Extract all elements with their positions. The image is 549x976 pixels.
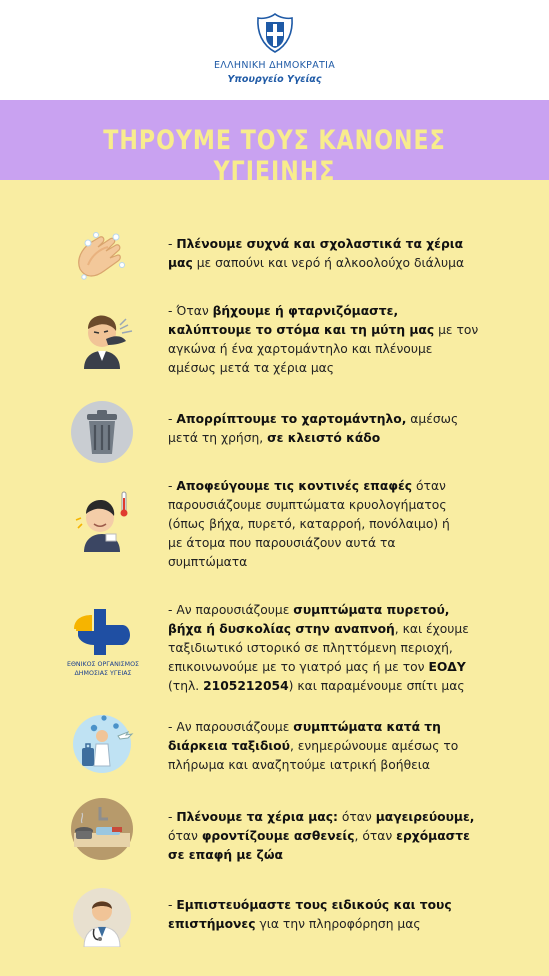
rule-text-line bbox=[168, 639, 508, 658]
rule-text-regular: αμέσως μετά τα χέρια μας bbox=[168, 361, 334, 375]
rule-text-bold: φροντίζουμε ασθενείς bbox=[201, 829, 355, 843]
rule-text-line bbox=[168, 737, 508, 756]
rule-text bbox=[168, 410, 508, 448]
rule-text-bold: καλύπτουμε το στόμα και τη μύτη μας bbox=[168, 323, 435, 337]
rule-text bbox=[168, 718, 508, 775]
rule-text-line bbox=[168, 477, 508, 496]
rule-text-line bbox=[168, 515, 508, 534]
rule-text-regular: αμέσως bbox=[406, 412, 459, 426]
eody-logo-text bbox=[62, 660, 144, 678]
rule-text bbox=[168, 302, 508, 378]
rule-text-regular: - bbox=[168, 898, 177, 912]
rule-text-bold: συμπτώματα κατά τη bbox=[293, 720, 441, 734]
rule-text-bold: Εμπιστευόμαστε τους ειδικούς και τους bbox=[176, 898, 452, 912]
rule-text-regular: παρουσιάζουμε συμπτώματα κρυολογήματος bbox=[168, 498, 447, 512]
rule-text-line bbox=[168, 534, 508, 553]
rule-text-line bbox=[168, 846, 508, 865]
rule-text-regular: ) και παραμένουμε σπίτι μας bbox=[288, 679, 465, 693]
rule-text-regular: - Αν παρουσιάζουμε bbox=[168, 603, 294, 617]
rule-text-bold: βήχουμε ή φταρνιζόμαστε, bbox=[212, 304, 399, 318]
rule-text-bold: 2105212054 bbox=[203, 679, 289, 693]
eody-logo-line: ΕΘΝΙΚΟΣ ΟΡΓΑΝΙΣΜΟΣ bbox=[66, 661, 140, 668]
rule-text-bold: μαγειρεύουμε, bbox=[375, 810, 475, 824]
rule-text-line bbox=[168, 429, 508, 448]
rule-text-regular: , όταν bbox=[354, 829, 397, 843]
rule-text-line bbox=[168, 677, 508, 696]
header-ministry-line1: ΕΛΛΗΝΙΚΗ ΔΗΜΟΚΡΑΤΙΑ bbox=[213, 60, 336, 71]
rule-text-regular: με άτομα που παρουσιάζουν αυτά τα bbox=[168, 536, 396, 550]
rule-text bbox=[168, 896, 508, 934]
rule-text-line bbox=[168, 658, 508, 677]
rule-text-line bbox=[168, 553, 508, 572]
rule-text-regular: - bbox=[168, 810, 177, 824]
rule-text-line bbox=[168, 915, 508, 934]
rule-text-bold: σε κλειστό κάδο bbox=[267, 431, 381, 445]
rule-text-regular: - bbox=[168, 412, 177, 426]
rule-text-line bbox=[168, 359, 508, 378]
rule-text-regular: συμπτώματα bbox=[168, 555, 248, 569]
rule-text-bold: Πλένουμε τα χέρια μας: bbox=[176, 810, 338, 824]
rule-text-regular: - bbox=[168, 237, 177, 251]
kitchen-sink-icon bbox=[70, 797, 134, 861]
rule-text-bold: Απορρίπτουμε το χαρτομάντηλο, bbox=[176, 412, 407, 426]
rule-text-regular: με τον bbox=[434, 323, 479, 337]
rule-text-bold: επιστήμονες bbox=[168, 917, 256, 931]
rule-text-regular: όταν bbox=[337, 810, 376, 824]
rule-text-line bbox=[168, 808, 508, 827]
header-ministry-line2: Υπουργείο Υγείας bbox=[227, 74, 322, 85]
rule-text-regular: αγκώνα ή ένα χαρτομάντηλο και πλένουμε bbox=[168, 342, 433, 356]
rule-text-regular: (όπως βήχα, πυρετό, καταρροή, πονόλαιμο) ή bbox=[168, 517, 450, 531]
greek-coat-of-arms-icon bbox=[254, 12, 296, 54]
rule-text-bold: μας bbox=[168, 256, 193, 270]
eody-logo-line: ΔΗΜΟΣΙΑΣ ΥΓΕΙΑΣ bbox=[74, 670, 132, 677]
rule-text-regular: για την πληροφόρηση μας bbox=[255, 917, 421, 931]
rule-text-regular: ταξιδιωτικό ιστορικό σε πληττόμενη περιοχή, bbox=[168, 641, 453, 655]
header bbox=[0, 0, 549, 100]
eody-logo-icon bbox=[68, 605, 134, 657]
rule-text-regular: όταν bbox=[168, 829, 202, 843]
rule-text-line bbox=[168, 235, 508, 254]
rule-text-line bbox=[168, 340, 508, 359]
traveler-icon bbox=[70, 710, 134, 774]
rule-text bbox=[168, 235, 508, 273]
rule-text-line bbox=[168, 321, 508, 340]
rule-text-line bbox=[168, 896, 508, 915]
rule-text-bold: Αποφεύγουμε τις κοντινές επαφές bbox=[176, 479, 413, 493]
rule-text-bold: Πλένουμε συχνά και σχολαστικά τα χέρια bbox=[176, 237, 464, 251]
rule-text-bold: διάρκεια ταξιδιού bbox=[168, 739, 290, 753]
rule-text bbox=[168, 477, 508, 572]
rule-text-regular: - bbox=[168, 479, 177, 493]
rule-text-bold: σε επαφή με ζώα bbox=[168, 848, 283, 862]
sick-person-thermometer-icon bbox=[70, 488, 134, 552]
rule-text-bold: ερχόμαστε bbox=[396, 829, 470, 843]
rule-text-regular: όταν bbox=[412, 479, 446, 493]
rule-text-regular: με σαπούνι και νερό ή αλκοολούχο διάλυμα bbox=[192, 256, 465, 270]
page-title: ΤΗΡΟΥΜΕ ΤΟΥΣ ΚΑΝΟΝΕΣ ΥΓΙΕΙΝΗΣ bbox=[103, 125, 446, 187]
rule-text bbox=[168, 808, 508, 865]
washing-hands-icon bbox=[70, 225, 134, 289]
rule-text-line bbox=[168, 601, 508, 620]
rule-text-line bbox=[168, 718, 508, 737]
rule-text-regular: πλήρωμα και αναζητούμε ιατρική βοήθεια bbox=[168, 758, 431, 772]
rule-text-line bbox=[168, 410, 508, 429]
rule-text-regular: - Αν παρουσιάζουμε bbox=[168, 720, 294, 734]
rule-text-line bbox=[168, 620, 508, 639]
rule-text-bold: συμπτώματα πυρετού, bbox=[293, 603, 450, 617]
trash-bin-icon bbox=[70, 400, 134, 464]
rule-text-regular: επικοινωνούμε με το γιατρό μας ή με τον bbox=[168, 660, 429, 674]
doctor-icon bbox=[70, 883, 134, 947]
rule-text-line bbox=[168, 827, 508, 846]
rule-text bbox=[168, 601, 508, 696]
rule-text-line bbox=[168, 496, 508, 515]
rule-text-regular: , ενημερώνουμε αμέσως το bbox=[289, 739, 459, 753]
rule-text-bold: βήχα ή δυσκολίας στην αναπνοή bbox=[168, 622, 395, 636]
rule-text-line bbox=[168, 302, 508, 321]
rule-text-regular: - Όταν bbox=[168, 304, 213, 318]
rule-text-line bbox=[168, 756, 508, 775]
rule-text-bold: ΕΟΔΥ bbox=[428, 660, 466, 674]
rule-text-regular: (τηλ. bbox=[168, 679, 204, 693]
rule-text-regular: , και έχουμε bbox=[394, 622, 469, 636]
sneezing-man-icon bbox=[70, 305, 134, 369]
rule-text-line bbox=[168, 254, 508, 273]
rule-text-regular: μετά τη χρήση, bbox=[168, 431, 268, 445]
